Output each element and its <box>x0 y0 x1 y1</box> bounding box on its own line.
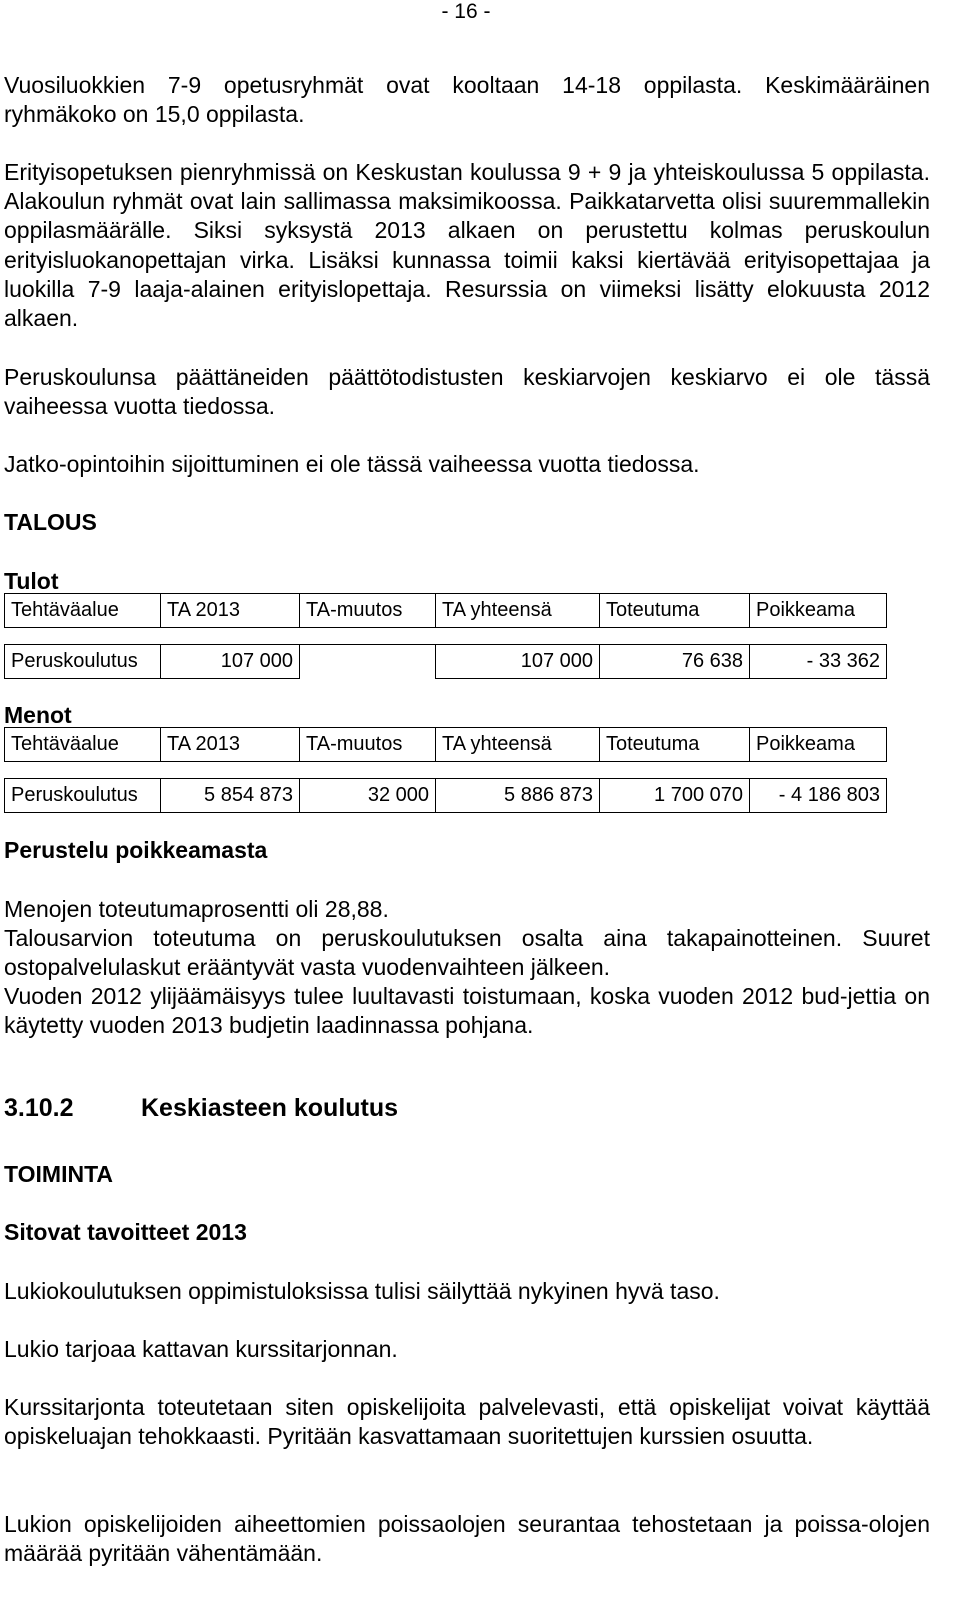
table-cell: Peruskoulutus <box>5 779 161 813</box>
column-header: Tehtäväalue <box>5 594 161 628</box>
table-row <box>5 645 887 679</box>
column-header: TA-muutos <box>300 728 436 762</box>
column-header: TA 2013 <box>161 728 300 762</box>
perustelu-line-1: Menojen toteutumaprosentti oli 28,88. <box>4 896 389 922</box>
column-header: TA-muutos <box>300 594 436 628</box>
column-header: Poikkeama <box>750 728 887 762</box>
table-cell <box>300 645 436 679</box>
goal-paragraph-2: Lukio tarjoaa kattavan kurssitarjonnan. <box>4 1336 398 1362</box>
table-cell: 5 854 873 <box>161 779 300 813</box>
column-header: Tehtäväalue <box>5 728 161 762</box>
table-cell: 32 000 <box>300 779 436 813</box>
column-header: TA 2013 <box>161 594 300 628</box>
tulot-heading: Tulot <box>4 568 59 594</box>
column-header: TA yhteensä <box>436 728 600 762</box>
table-header-row <box>5 594 887 628</box>
intro-paragraph-1: Vuosiluokkien 7-9 opetusryhmät ovat kooltaan 14-18 oppilasta. Keskimääräinen ryhmäkoko on 15,0 oppilasta. <box>4 72 930 128</box>
table-cell: - 33 362 <box>750 645 887 679</box>
section-title: Keskiasteen koulutus <box>141 1094 399 1122</box>
table-cell: - 4 186 803 <box>750 779 887 813</box>
table-header-row <box>5 728 887 762</box>
table-cell: 107 000 <box>161 645 300 679</box>
perustelu-heading: Perustelu poikkeamasta <box>4 837 268 863</box>
section-heading <box>4 1094 398 1123</box>
goal-paragraph-1: Lukiokoulutuksen oppimistuloksissa tulisi säilyttää nykyinen hyvä taso. <box>4 1278 720 1304</box>
sitovat-tavoitteet-heading: Sitovat tavoitteet 2013 <box>4 1219 247 1245</box>
perustelu-line-2: Talousarvion toteutuma on peruskoulutuksen osalta aina takapainotteinen. Suuret ostopalvelulaskut erääntyvät vasta vuodenvaihteen jälkeen. <box>4 925 930 981</box>
column-header: Poikkeama <box>750 594 887 628</box>
goal-paragraph-4: Lukion opiskelijoiden aiheettomien poissaolojen seurantaa tehostetaan ja poissa-olojen määrää pyritään vähentämään. <box>4 1511 930 1567</box>
goal-paragraph-3: Kurssitarjonta toteutetaan siten opiskelijoita palvelevasti, että opiskelijat voivat käyttää opiskeluajan tehokkaasti. Pyritään kasvattamaan suoritettujen kurssien osuutta. <box>4 1394 930 1450</box>
table-cell: Peruskoulutus <box>5 645 161 679</box>
menot-heading: Menot <box>4 702 72 728</box>
table-row <box>5 779 887 813</box>
intro-paragraph-3: Peruskoulunsa päättäneiden päättötodistusten keskiarvojen keskiarvo ei ole tässä vaiheessa vuotta tiedossa. <box>4 364 930 420</box>
page-number: - 16 - <box>441 0 491 23</box>
section-number: 3.10.2 <box>4 1094 74 1122</box>
talous-heading: TALOUS <box>4 509 97 535</box>
intro-paragraph-4: Jatko-opintoihin sijoittuminen ei ole tässä vaiheessa vuotta tiedossa. <box>4 451 700 477</box>
toiminta-heading: TOIMINTA <box>4 1161 114 1187</box>
perustelu-line-3: Vuoden 2012 ylijäämäisyys tulee luultavasti toistumaan, koska vuoden 2012 bud-jettia on käytetty vuoden 2013 budjetin laadinnassa pohjana. <box>4 983 930 1039</box>
table-cell: 107 000 <box>436 645 600 679</box>
column-header: TA yhteensä <box>436 594 600 628</box>
table-cell: 5 886 873 <box>436 779 600 813</box>
column-header: Toteutuma <box>600 728 750 762</box>
table-cell: 1 700 070 <box>600 779 750 813</box>
table-cell: 76 638 <box>600 645 750 679</box>
column-header: Toteutuma <box>600 594 750 628</box>
intro-paragraph-2: Erityisopetuksen pienryhmissä on Keskustan koulussa 9 + 9 ja yhteiskoulussa 5 oppilasta. Alakoulun ryhmät ovat lain sallimassa maksimikoossa. Paikkatarvetta olisi suuremmallekin oppilasmäärälle. Siksi syksystä 2013 alkaen on perustettu kolmas peruskoulun erityisluokanopettajan virka. Lisäksi kunnassa toimii kaksi kiertävää erityisopettajaa ja luokilla 7-9 laaja-alainen erityislopettaja. Resurssia on viimeksi lisätty elokuusta 2012 alkaen. <box>4 159 930 332</box>
menot-table <box>4 727 887 813</box>
tulot-table <box>4 593 887 679</box>
